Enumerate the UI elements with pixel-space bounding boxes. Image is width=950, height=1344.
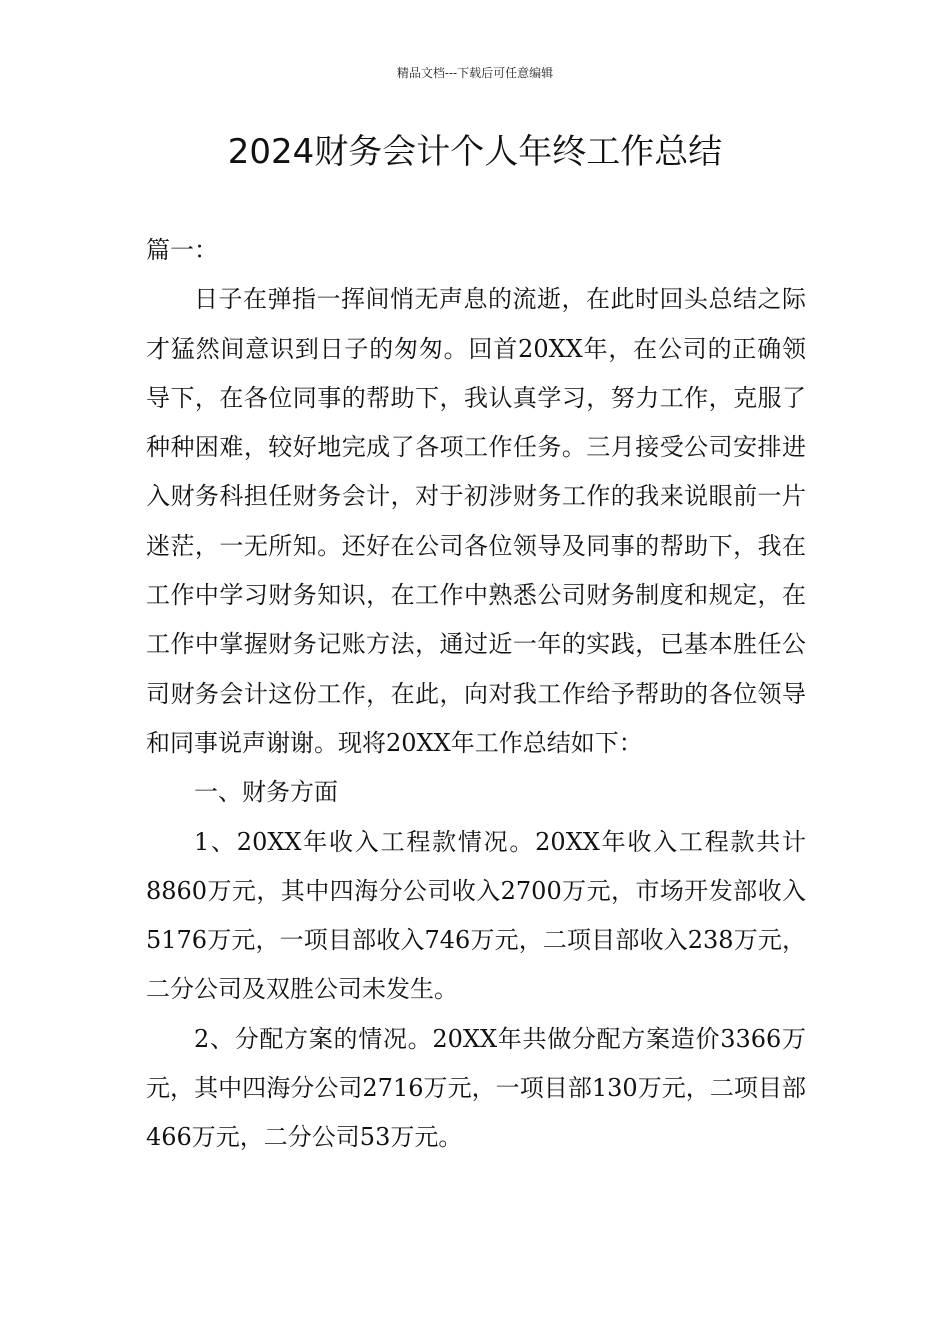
section-heading-finance: 一、财务方面 xyxy=(194,778,338,807)
distribution-paragraph: 2、分配方案的情况。20XX年共做分配方案造价3366万元，其中四海分公司2716万元，一项目部130万元，二项目部466万元，二分公司53万元。 xyxy=(146,1024,806,1152)
document-title: 2024财务会计个人年终工作总结 xyxy=(227,132,723,172)
page-header: 精品文档---下载后可任意编辑 xyxy=(396,66,554,80)
intro-paragraph: 日子在弹指一挥间悄无声息的流逝，在此时回头总结之际才猛然间意识到日子的匆匆。回首20XX年，在公司的正确领导下，在各位同事的帮助下，我认真学习，努力工作，克服了种种困难，较好地完成了各项工作任务。三月接受公司安排进入财务科担任财务会计，对于初涉财务工作的我来说眼前一片迷茫，一无所知。还好在公司各位领导及同事的帮助下，我在工作中学习财务知识，在工作中熟悉公司财务制度和规定，在工作中掌握财务记账方法，通过近一年的实践，已基本胜任公司财务会计这份工作，在此，向对我工作给予帮助的各位领导和同事说声谢谢。现将20XX年工作总结如下： xyxy=(146,285,806,757)
section-label: 篇一： xyxy=(146,236,218,264)
income-paragraph: 1、20XX年收入工程款情况。20XX年收入工程款共计8860万元，其中四海分公司收入2700万元，市场开发部收入5176万元，一项目部收入746万元，二项目部收入238万元，二分公司及双胜公司未发生。 xyxy=(146,827,806,1004)
document-body xyxy=(146,226,806,1163)
